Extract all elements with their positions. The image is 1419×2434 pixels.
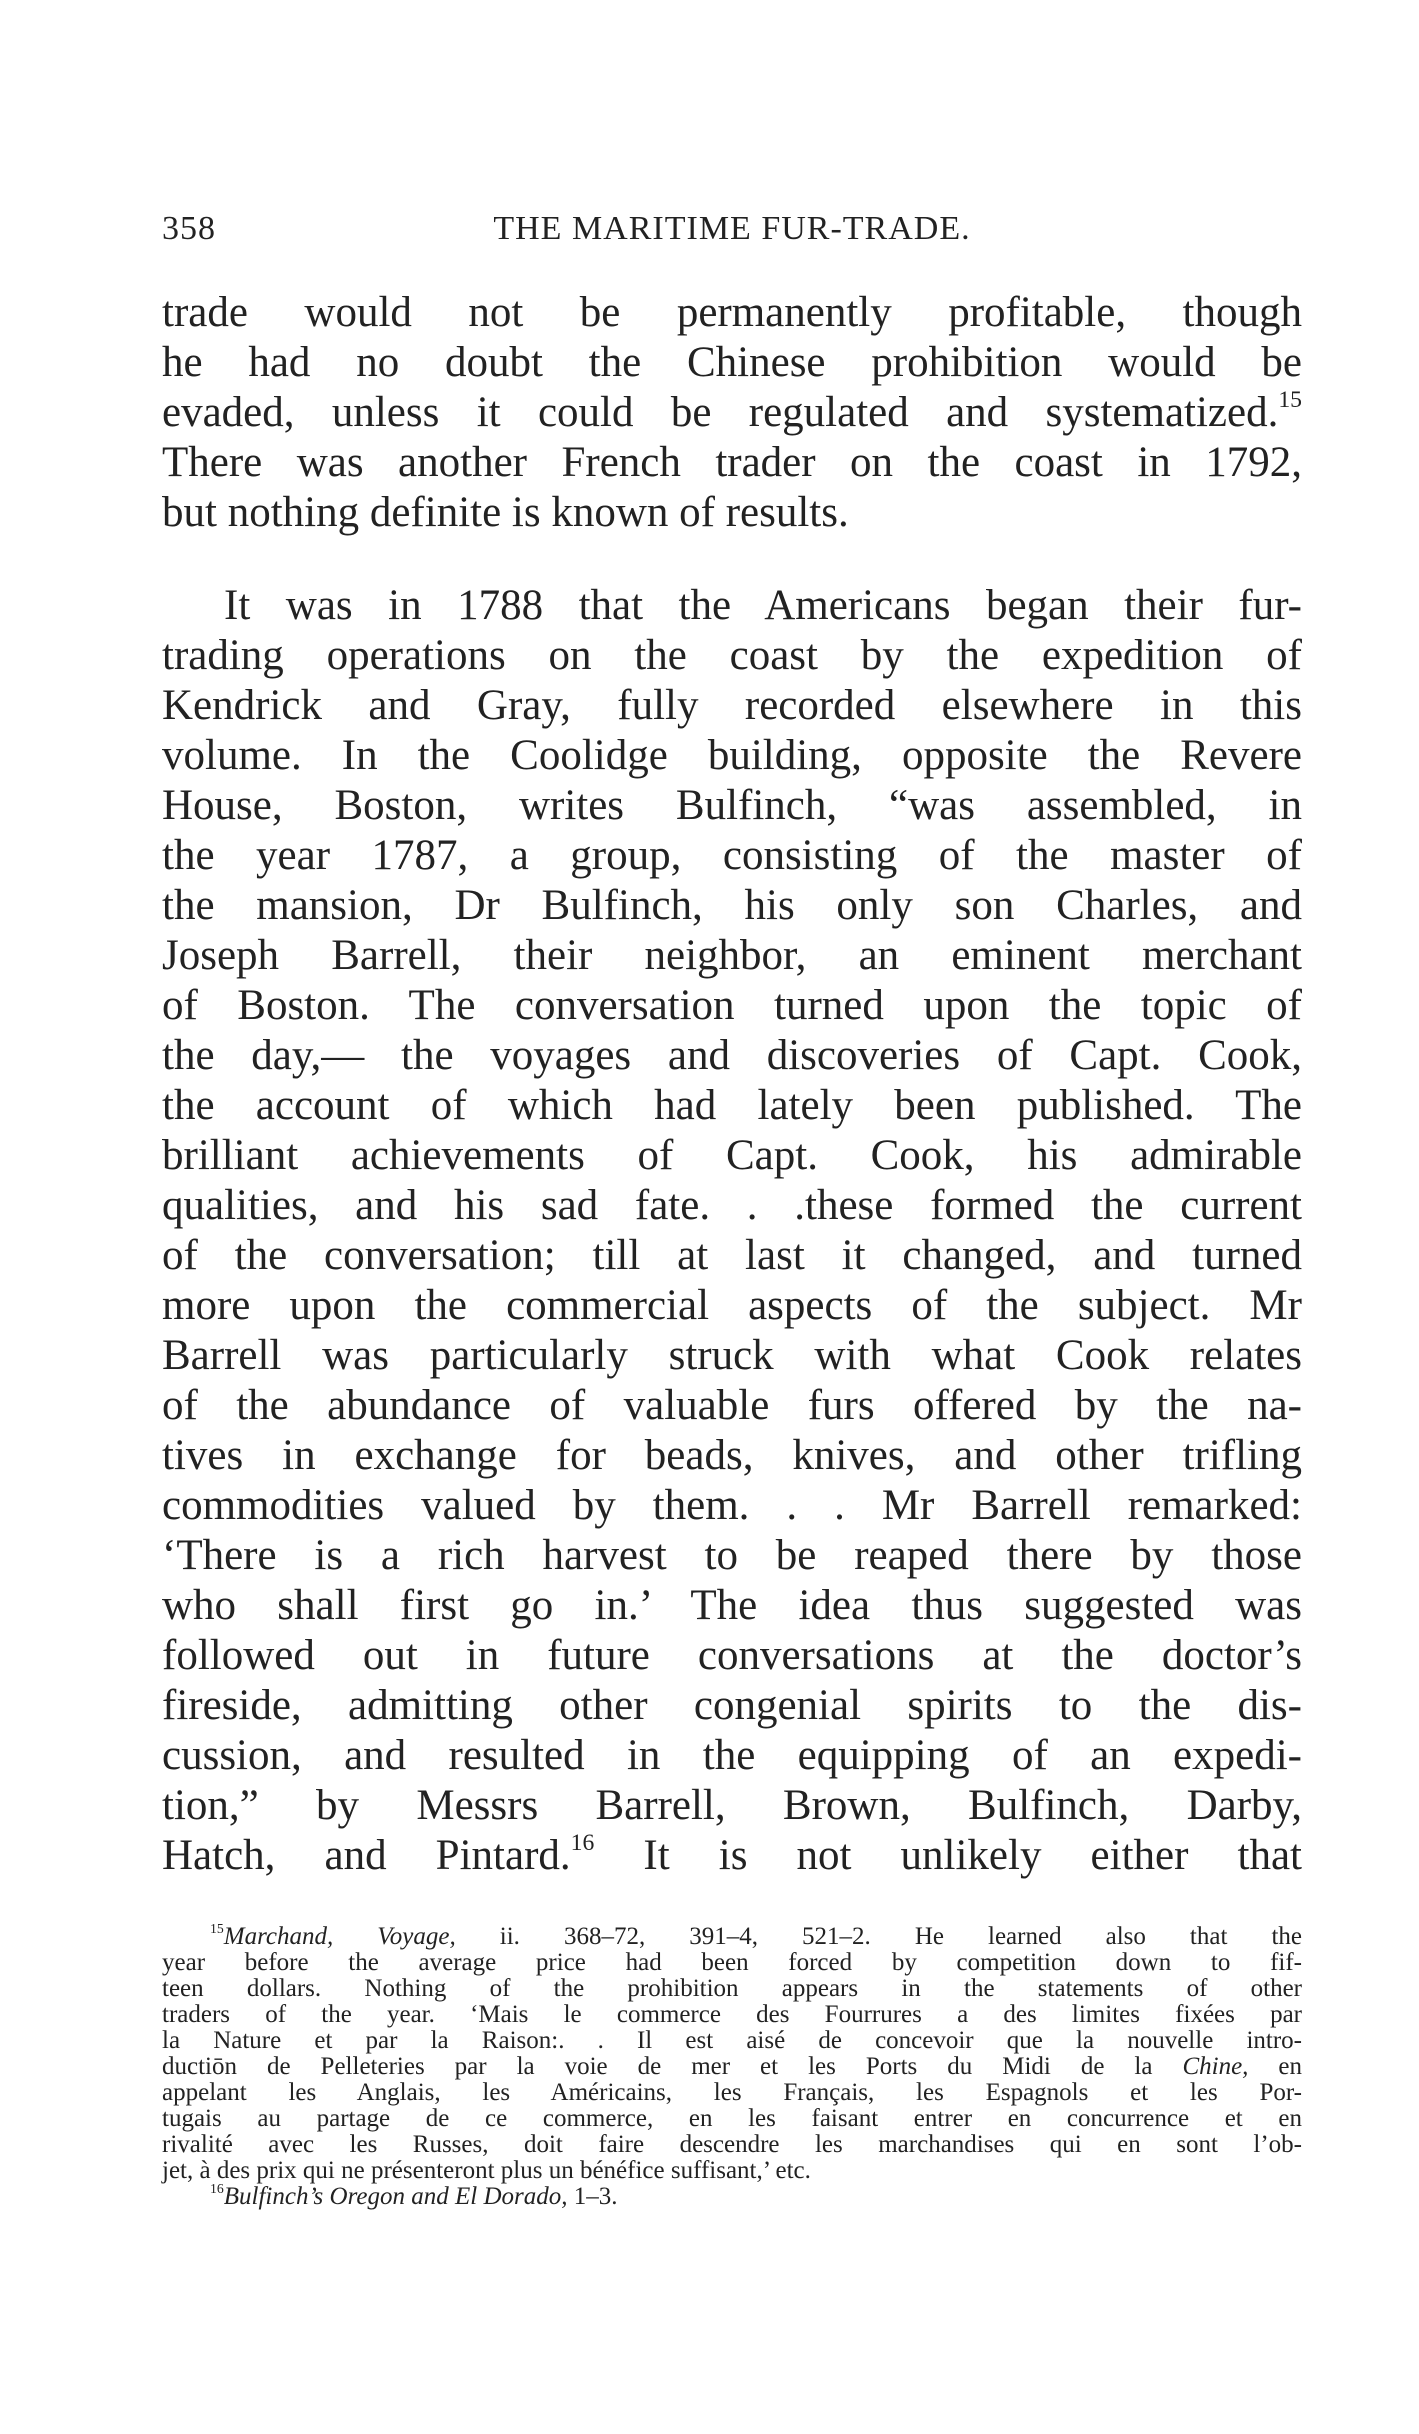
text-line: of the abundance of valuable furs offered by the na- [162, 1382, 1302, 1429]
page-header [162, 210, 1302, 254]
text-line: commodities valued by them. . . Mr Barrell remarked: [162, 1482, 1302, 1529]
text-line: Joseph Barrell, their neighbor, an eminent merchant [162, 932, 1302, 979]
text-line: tion,” by Messrs Barrell, Brown, Bulfinch, Darby, [162, 1782, 1302, 1829]
text-line: tives in exchange for beads, knives, and other trifling [162, 1432, 1302, 1479]
footnote-line: rivalité avec les Russes, doit faire descendre les marchandises qui en sont l’ob- [162, 2131, 1302, 2158]
footnote-line: jet, à des prix qui ne présenteront plus un bénéfice suffisant,’ etc. [162, 2157, 811, 2184]
text-line: There was another French trader on the coast in 1792, [162, 439, 1302, 486]
footnote-15: $^{15}$Marchand, Voyage, ii. 368–72, 391–4, 521–2. He learned also that the [210, 1921, 1303, 1950]
text-line: cussion, and resulted in the equipping of an expedi- [162, 1732, 1302, 1779]
text-line: trade would not be permanently profitable, though [162, 289, 1302, 336]
text-line: ‘There is a rich harvest to be reaped there by those [162, 1532, 1302, 1579]
text-line: brilliant achievements of Capt. Cook, his admirable [162, 1132, 1302, 1179]
footnote-marker: 16 [210, 2181, 224, 2196]
footnote-line: year before the average price had been forced by competition down to fif- [162, 1949, 1302, 1976]
text-line: Hatch, and Pintard.$^{16}$ It is not unlikely either that [162, 1830, 1303, 1879]
text-line: followed out in future conversations at the doctor’s [162, 1632, 1302, 1679]
text-line: the year 1787, a group, consisting of the master of [162, 832, 1302, 879]
main-text [162, 288, 1302, 1881]
text-line: but nothing definite is known of results. [162, 489, 849, 536]
footnote-marker: 15 [210, 1921, 224, 1936]
footnote-reference[interactable]: 16 [570, 1830, 595, 1857]
footnote-line: appelant les Anglais, les Américains, les Français, les Espagnols et les Por- [162, 2079, 1302, 2106]
text-line: of Boston. The conversation turned upon the topic of [162, 982, 1302, 1029]
text-line: volume. In the Coolidge building, opposite the Revere [162, 732, 1302, 779]
text-line: qualities, and his sad fate. . .these formed the current [162, 1182, 1302, 1229]
footnotes [162, 1921, 1303, 2210]
text-line: Barrell was particularly struck with what Cook relates [162, 1332, 1302, 1379]
text-line: the day,— the voyages and discoveries of Capt. Cook, [162, 1032, 1302, 1079]
text-line: of the conversation; till at last it changed, and turned [162, 1232, 1302, 1279]
footnote-italic: Bulfinch’s Oregon and El Dorado, [223, 2183, 568, 2210]
text-line: fireside, admitting other congenial spirits to the dis- [162, 1682, 1302, 1729]
footnote-reference[interactable]: 15 [1278, 387, 1302, 414]
text-line: It was in 1788 that the Americans began their fur- [224, 582, 1302, 629]
text-line: the mansion, Dr Bulfinch, his only son Charles, and [162, 882, 1302, 929]
text-line: evaded, unless it could be regulated and systematized.$^{15}$ [162, 387, 1302, 436]
running-head: THE MARITIME FUR-TRADE. [493, 210, 971, 247]
footnote-line: ductiōn de Pelleteries par la voie de mer et les Ports du Midi de la Chine, en [162, 2053, 1303, 2080]
text-line: trading operations on the coast by the expedition of [162, 632, 1302, 679]
text-line: the account of which had lately been published. The [162, 1082, 1302, 1129]
footnote-italic: Marchand, Voyage, [223, 1923, 456, 1950]
footnote-line: tugais au partage de ce commerce, en les faisant entrer en concurrence et en [162, 2105, 1302, 2132]
text-line: Kendrick and Gray, fully recorded elsewhere in this [162, 682, 1302, 729]
footnote-16: $^{16}$Bulfinch’s Oregon and El Dorado, 1–3. [210, 2181, 618, 2210]
text-line: House, Boston, writes Bulfinch, “was assembled, in [162, 782, 1302, 829]
footnote-line: traders of the year. ‘Mais le commerce des Fourrures a des limites fixées par [162, 2001, 1302, 2028]
text-line: more upon the commercial aspects of the subject. Mr [162, 1282, 1302, 1329]
page-number: 358 [162, 210, 216, 247]
footnote-line: teen dollars. Nothing of the prohibition appears in the statements of other [162, 1975, 1302, 2002]
text-line: who shall first go in.’ The idea thus suggested was [162, 1582, 1302, 1629]
footnote-line: la Nature et par la Raison:. . Il est aisé de concevoir que la nouvelle intro- [162, 2027, 1302, 2054]
text-line: he had no doubt the Chinese prohibition would be [162, 339, 1302, 386]
